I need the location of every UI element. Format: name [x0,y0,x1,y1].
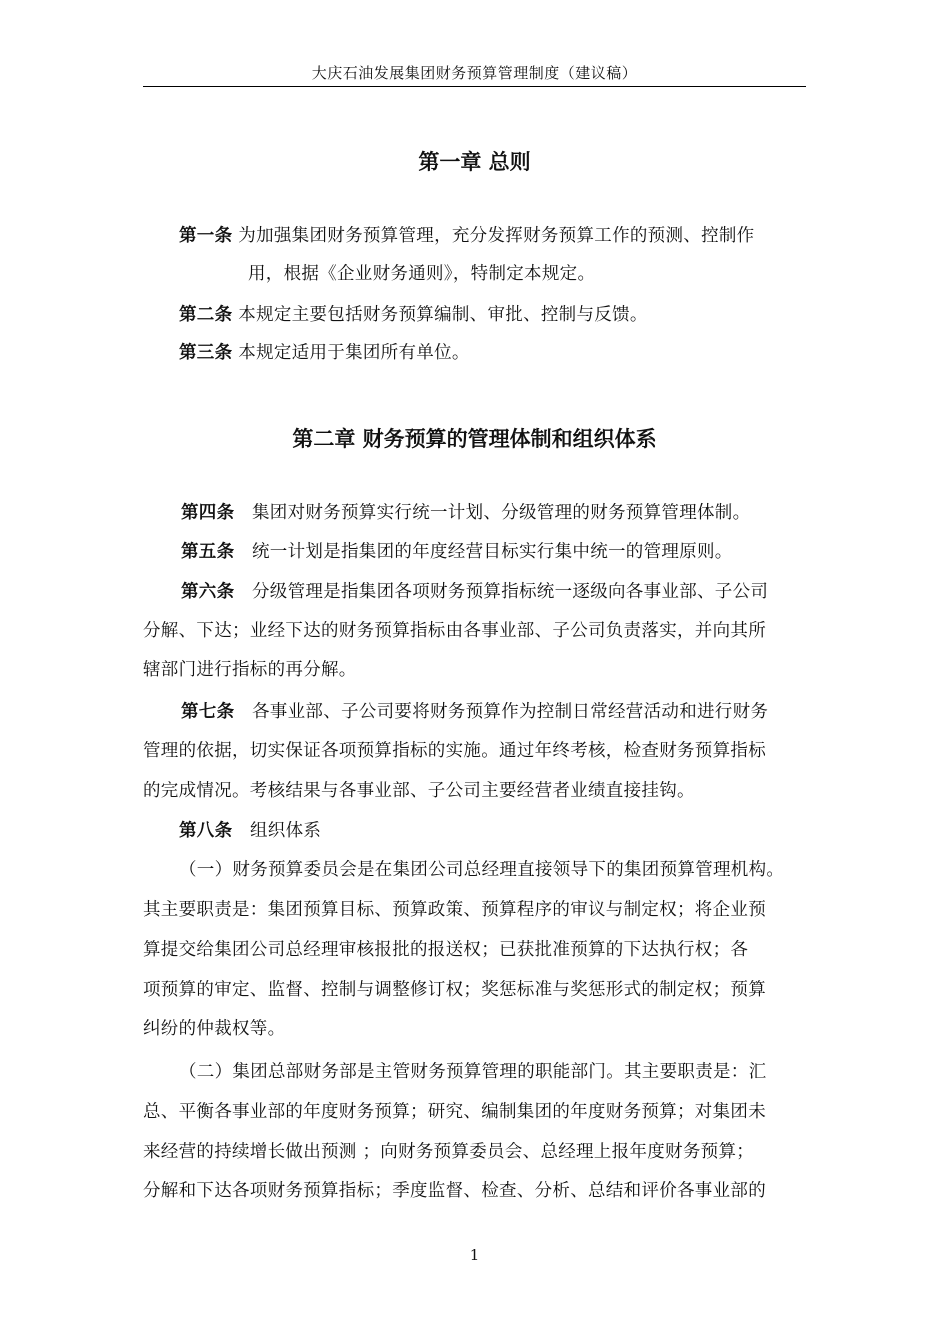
header-rule [143,86,806,87]
article-2-text: 本规定主要包括财务预算编制、审批、控制与反馈。 [238,305,648,325]
para-2-line-3: 来经营的持续增长做出预测 ；向财务预算委员会、总经理上报年度财务预算； [143,1142,755,1162]
article-2 [179,303,648,327]
para-1-line-4: 项预算的审定、监督、控制与调整修订权；奖惩标准与奖惩形式的制定权；预算 [143,980,766,1000]
article-7-label: 第七条 [181,702,235,722]
article-7-text: 各事业部、子公司要将财务预算作为控制日常经营活动和进行财务 [252,702,769,722]
article-3 [179,341,470,365]
article-6-line-2: 分解、下达；业经下达的财务预算指标由各事业部、子公司负责落实，并向其所 [143,621,766,641]
article-5 [181,540,733,564]
article-1-line-2: 用，根据《企业财务通则》，特制定本规定。 [248,264,596,284]
article-8 [179,819,321,843]
para-2-line-1: （二）集团总部财务部是主管财务预算管理的职能部门。其主要职责是：汇 [179,1062,767,1082]
article-1-text: 为加强集团财务预算管理，充分发挥财务预算工作的预测、控制作 [238,226,755,246]
para-1-line-1: （一）财务预算委员会是在集团公司总经理直接领导下的集团预算管理机构。 [179,860,785,880]
para-2-line-2: 总、平衡各事业部的年度财务预算；研究、编制集团的年度财务预算；对集团未 [143,1102,766,1122]
article-6-label: 第六条 [181,582,235,602]
article-8-text: 组织体系 [250,821,322,841]
article-6-line-1 [181,580,768,604]
article-5-label: 第五条 [181,542,235,562]
article-6-line-3: 辖部门进行指标的再分解。 [143,660,357,680]
article-2-label: 第二条 [179,305,233,325]
article-7-line-1 [181,700,768,724]
article-4 [181,501,750,525]
article-5-text: 统一计划是指集团的年度经营目标实行集中统一的管理原则。 [252,542,733,562]
para-1-line-3: 算提交给集团公司总经理审核报批的报送权；已获批准预算的下达执行权；各 [143,940,749,960]
article-3-text: 本规定适用于集团所有单位。 [238,343,470,363]
article-7-line-2: 管理的依据，切实保证各项预算指标的实施。通过年终考核，检查财务预算指标 [143,741,766,761]
article-6-text: 分级管理是指集团各项财务预算指标统一逐级向各事业部、子公司 [252,582,769,602]
chapter-1-title: 第一章 总则 [418,150,531,174]
article-1-line-1 [179,224,754,248]
article-3-label: 第三条 [179,343,233,363]
article-4-label: 第四条 [181,503,235,523]
article-8-label: 第八条 [179,821,233,841]
para-2-line-4: 分解和下达各项财务预算指标；季度监督、检查、分析、总结和评价各事业部的 [143,1181,766,1201]
chapter-2-title: 第二章 财务预算的管理体制和组织体系 [292,427,657,451]
article-7-line-3: 的完成情况。考核结果与各事业部、子公司主要经营者业绩直接挂钩。 [143,781,695,801]
page-number: 1 [469,1246,480,1264]
para-1-line-5: 纠纷的仲裁权等。 [143,1019,286,1039]
article-4-text: 集团对财务预算实行统一计划、分级管理的财务预算管理体制。 [252,503,751,523]
running-header: 大庆石油发展集团财务预算管理制度（建议稿） [311,64,638,82]
para-1-line-2: 其主要职责是：集团预算目标、预算政策、预算程序的审议与制定权；将企业预 [143,900,766,920]
article-1-label: 第一条 [179,226,233,246]
